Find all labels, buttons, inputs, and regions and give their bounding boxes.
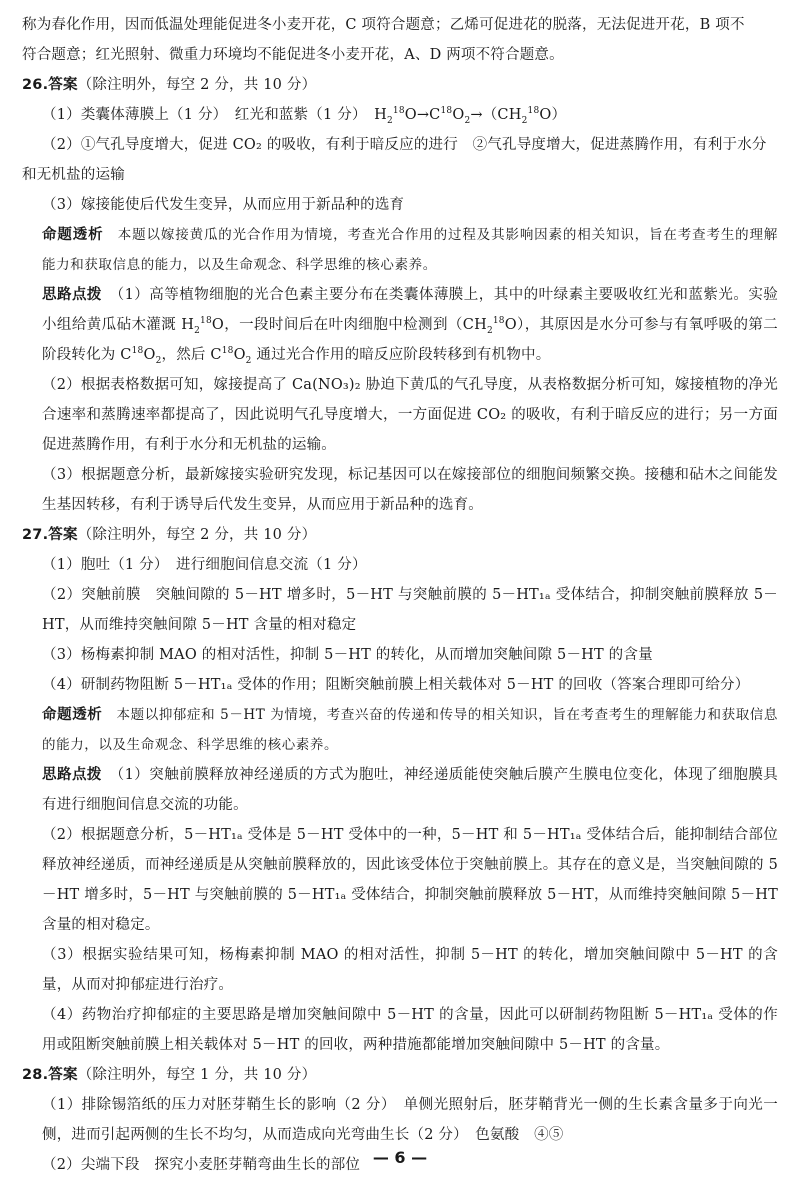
q27-answer-4: （4）研制药物阻断 5－HT₁ₐ 受体的作用；阻断突触前膜上相关载体对 5－HT 的回收（答案合理即可给分） <box>42 677 750 693</box>
q27-answer-2: （2）突触前膜 突触间隙的 5－HT 增多时，5－HT 与突触前膜的 5－HT₁ₐ 受体结合，抑制突触前膜释放 5－HT，从而维持突触间隙 5－HT 含量的相对稳定 <box>42 587 778 633</box>
q26-analysis-label: 命题透析 <box>42 227 104 243</box>
carry-over-line-2: 符合题意；红光照射、微重力环境均不能促进冬小麦开花，A、D 两项不符合题意。 <box>22 47 564 63</box>
page-number: — 6 — <box>372 1148 428 1167</box>
q26-number: 26. <box>22 77 49 93</box>
q26-answer-1: （1）类囊体薄膜上（1 分） 红光和蓝紫（1 分） $H_2^{18}O\to C^{18}O_2\to(CH_2^{18}O)$ <box>42 106 567 126</box>
q27-tip-2: （2）根据题意分析，5－HT₁ₐ 受体是 5－HT 受体中的一种，5－HT 和 5－HT₁ₐ 受体结合后，能抑制结合部位释放神经递质，而神经递质是从突触前膜释放的，因此该受体位于突触前膜上。其存在的意义是，当突触间隙的 5－HT 增多时，5－HT 与突触前膜的 5－HT₁ₐ 受体结合，抑制突触前膜释放 5－HT，从而维持突触间隙 5－HT 含量的相对稳定。 <box>42 827 778 933</box>
q26-answer-3: （3）嫁接能使后代发生变异，从而应用于新品种的选育 <box>42 197 405 213</box>
q26-tip-1: 思路点拨 （1）高等植物细胞的光合色素主要分布在类囊体薄膜上，其中的叶绿素主要吸收红光和蓝紫光。实验小组给黄瓜砧木灌溉 $H_2^{18}O$，一段时间后在叶肉细胞中检测到$(CH_2^{18}O)$，其原因是水分可参与有氧呼吸的第二阶段转化为 $C^{18}O_2$，然后 $C^{18}O_2$ 通过光合作用的暗反应阶段转移到有机物中。 <box>42 287 778 366</box>
q28-answer-note: （除注明外，每空 1 分，共 10 分） <box>77 1067 317 1083</box>
q26-answer-label: 答案 <box>48 77 78 93</box>
q26-answer-note: （除注明外，每空 2 分，共 10 分） <box>77 77 317 93</box>
q26-answer-header <box>22 70 778 100</box>
q27-analysis-label: 命题透析 <box>42 707 103 723</box>
q27-answer-note: （除注明外，每空 2 分，共 10 分） <box>77 527 317 543</box>
q27-tip-4: （4）药物治疗抑郁症的主要思路是增加突触间隙中 5－HT 的含量，因此可以研制药物阻断 5－HT₁ₐ 受体的作用或阻断突触前膜上相关载体对 5－HT 的回收，两种措施都能增加突触间隙中 5－HT 的含量。 <box>42 1007 778 1053</box>
q27-answer-1: （1）胞吐（1 分） 进行细胞间信息交流（1 分） <box>42 557 367 573</box>
q27-tip-1: 思路点拨 （1）突触前膜释放神经递质的方式为胞吐，神经递质能使突触后膜产生膜电位变化，体现了细胞膜具有进行细胞间信息交流的功能。 <box>42 767 778 813</box>
q28-answer-header <box>22 1060 778 1090</box>
q26-analysis <box>22 220 778 280</box>
carry-over-line-1: 称为春化作用，因而低温处理能促进冬小麦开花，C 项符合题意；乙烯可促进花的脱落，无法促进开花，B 项不 <box>22 17 745 33</box>
q27-analysis <box>22 700 778 760</box>
q27-answer-header <box>22 520 778 550</box>
q26-tip-2: （2）根据表格数据可知，嫁接提高了 Ca(NO₃)₂ 胁迫下黄瓜的气孔导度，从表格数据分析可知，嫁接植物的净光合速率和蒸腾速率都提高了，因此说明气孔导度增大，一方面促进 CO₂ 的吸收，有利于暗反应的进行；另一方面促进蒸腾作用，有利于水分和无机盐的运输。 <box>42 377 778 453</box>
q28-answer-label: 答案 <box>48 1067 78 1083</box>
q26-tips-label: 思路点拨 <box>42 287 102 303</box>
q27-number: 27. <box>22 527 49 543</box>
q27-tip-3: （3）根据实验结果可知，杨梅素抑制 MAO 的相对活性，抑制 5－HT 的转化，增加突触间隙中 5－HT 的含量，从而对抑郁症进行治疗。 <box>42 947 778 993</box>
q27-answer-label: 答案 <box>48 527 78 543</box>
q26-analysis-text: 本题以嫁接黄瓜的光合作用为情境，考查光合作用的过程及其影响因素的相关知识，旨在考查考生的理解能力和获取信息的能力，以及生命观念、科学思维的核心素养。 <box>42 227 778 273</box>
q28-answer-2: （2）尖端下段 探究小麦胚芽鞘弯曲生长的部位 <box>42 1157 361 1173</box>
q28-number: 28. <box>22 1067 49 1083</box>
q26-answer-2-line-1: （2）①气孔导度增大，促进 CO₂ 的吸收，有利于暗反应的进行 ②气孔导度增大，促进蒸腾作用，有利于水分 <box>42 137 767 153</box>
q27-tips-label: 思路点拨 <box>42 767 102 783</box>
q27-analysis-text: 本题以抑郁症和 5－HT 为情境，考查兴奋的传递和传导的相关知识，旨在考查考生的理解能力和获取信息的能力，以及生命观念、科学思维的核心素养。 <box>42 707 778 753</box>
q26-tip-3: （3）根据题意分析，最新嫁接实验研究发现，标记基因可以在嫁接部位的细胞间频繁交换。接穗和砧木之间能发生基因转移，有利于诱导后代发生变异，从而应用于新品种的选育。 <box>42 467 778 513</box>
q26-answer-2-line-2: 和无机盐的运输 <box>22 167 125 183</box>
q28-answer-1: （1）排除锡箔纸的压力对胚芽鞘生长的影响（2 分） 单侧光照射后，胚芽鞘背光一侧的生长素含量多于向光一侧，进而引起两侧的生长不均匀，从而造成向光弯曲生长（2 分） 色氨酸 ④⑤ <box>42 1097 778 1143</box>
q27-answer-3: （3）杨梅素抑制 MAO 的相对活性，抑制 5－HT 的转化，从而增加突触间隙 5－HT 的含量 <box>42 647 653 663</box>
